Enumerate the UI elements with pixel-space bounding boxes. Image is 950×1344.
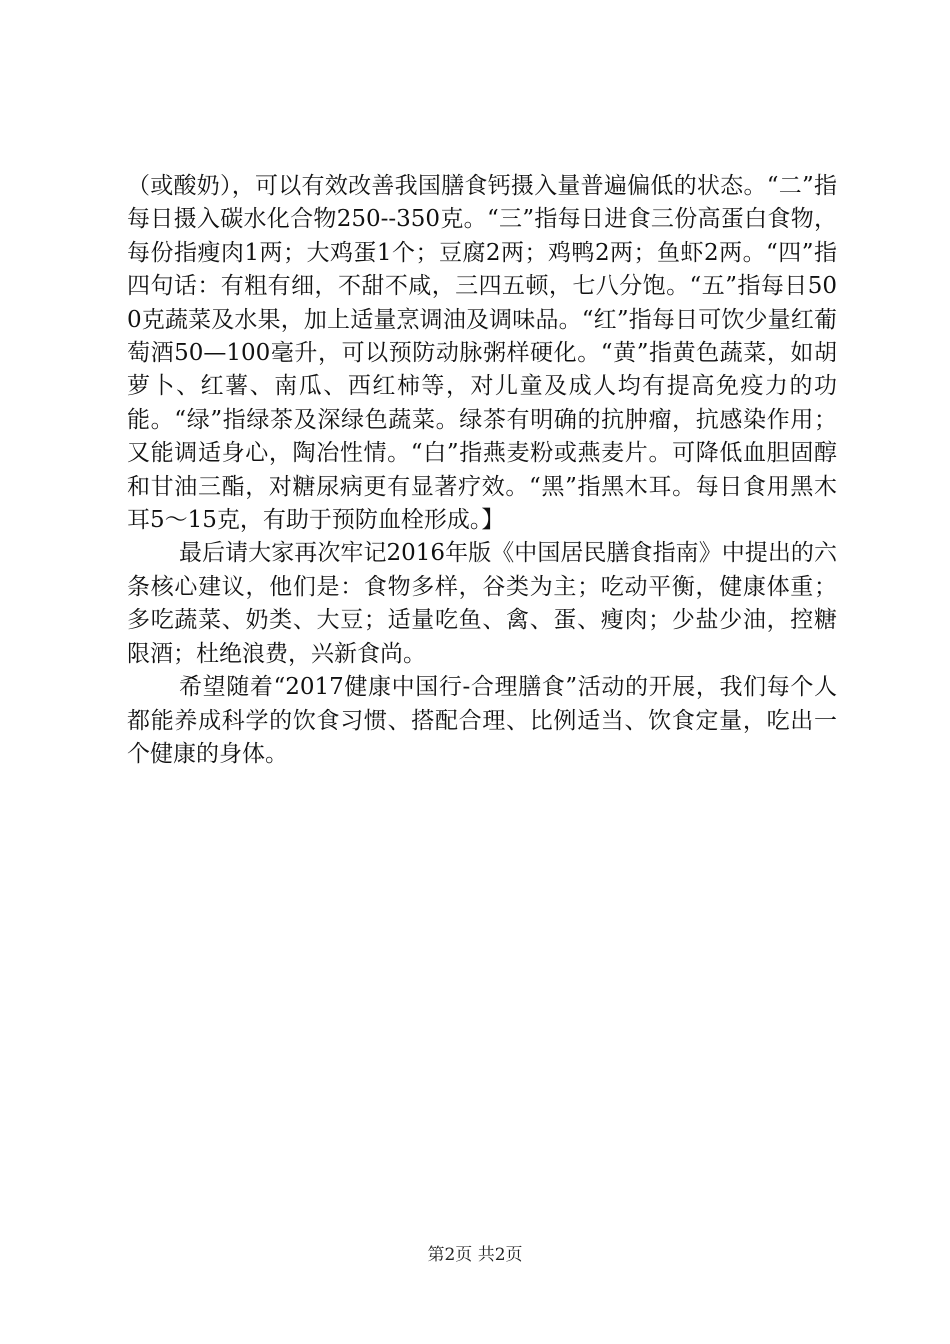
paragraph-diet-guidelines: （或酸奶），可以有效改善我国膳食钙摄入量普遍偏低的状态。“二”指每日摄入碳水化合物250--350克。“三”指每日进食三份高蛋白食物，每份指瘦肉1两；大鸡蛋1个；豆腐2两；鸡鸭2两；鱼虾2两。“四”指四句话：有粗有细，不甜不咸，三四五顿，七八分饱。“五”指每日500克蔬菜及水果，加上适量烹调油及调味品。“红”指每日可饮少量红葡萄酒50—100毫升，可以预防动脉粥样硬化。“黄”指黄色蔬菜，如胡萝卜、红薯、南瓜、西红柿等，对儿童及成人均有提高免疫力的功能。“绿”指绿茶及深绿色蔬菜。绿茶有明确的抗肿瘤，抗感染作用；又能调适身心，陶冶性情。“白”指燕麦粉或燕麦片。可降低血胆固醇和甘油三酯，对糖尿病更有显著疗效。“黑”指黑木耳。每日食用黑木耳5～15克，有助于预防血栓形成。】 [127, 173, 837, 534]
document-body [127, 170, 837, 771]
paragraph-core-recommendations: 最后请大家再次牢记2016年版《中国居民膳食指南》中提出的六条核心建议，他们是：食物多样，谷类为主；吃动平衡，健康体重；多吃蔬菜、奶类、大豆；适量吃鱼、禽、蛋、瘦肉；少盐少油，控糖限酒；杜绝浪费，兴新食尚。 [127, 540, 837, 667]
page-number-footer: 第2页 共2页 [427, 1245, 523, 1265]
paragraph-closing-wish: 希望随着“2017健康中国行-合理膳食”活动的开展，我们每个人都能养成科学的饮食习惯、搭配合理、比例适当、饮食定量，吃出一个健康的身体。 [127, 674, 837, 767]
